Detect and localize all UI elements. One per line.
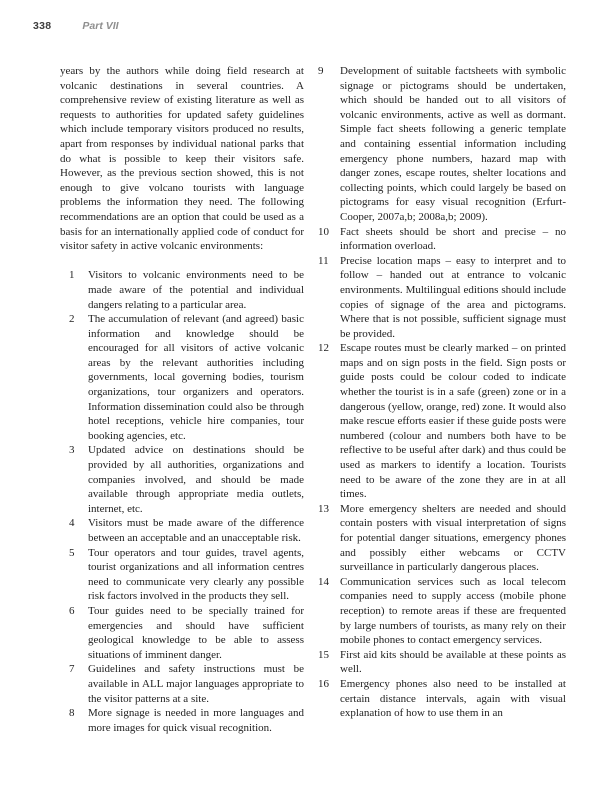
list-item-number: 2 [69,313,75,326]
list-item-text: Visitors to volcanic environments need to be made aware of the potential and individual dangers relating to a particular area. [88,269,304,311]
list-item-text: Visitors must be made aware of the difference between an acceptable and an unacceptable risk. [88,517,304,544]
list-item [318,341,566,502]
list-item-text: Development of suitable factsheets with symbolic signage or pictograms should be undertaken, which should be handed out to all visitors of volcanic environments, active as well as dormant. Simple fact sheets following a generic template and containing essential information including emergency phone numbers, hazard map with danger zones, escape routes, shelter locations and collecting points, which could largely be based on pictograms for easy visual recognition (Erfurt-Cooper, 2007a,b; 2008a,b; 2009). [340,65,566,223]
part-title: Part VII [82,20,119,32]
list-item-number: 6 [69,604,75,617]
list-item-text: Communication services such as local telecom companies need to supply access (mobile phone reception) to remote areas if these are frequented by large numbers of tourists, as many rely on their mobile phones to contact emergency services. [340,575,566,647]
list-item-text: Fact sheets should be short and precise – no information overload. [340,225,566,253]
list-item-text: More signage is needed in more languages and more images for quick visual recognition. [88,707,304,734]
list-item-number: 12 [318,342,329,355]
list-item-number: 9 [318,65,324,77]
list-item-text: The accumulation of relevant (and agreed) basic information and knowledge should be encouraged for all visitors of active volcanic areas by the relevant authorities including governments, local governing bodies, tourism organizations, tour organizers and operators. Information dissemination could also be through hotel receptions, vehicle hire companies, tour booking agencies, etc. [88,313,304,442]
list-item-number: 3 [69,444,75,457]
list-item-number: 1 [69,269,75,282]
list-item [60,268,304,312]
list-item [318,648,566,677]
list-item-number: 8 [69,707,75,720]
list-item [60,604,304,662]
list-item [60,546,304,604]
page-number: 338 [33,20,52,32]
list-item-number: 7 [69,663,75,676]
list-item-text: Emergency phones also need to be installed at certain distance intervals, again with visual explanation of how to use them in an [340,677,566,720]
list-item-text: Precise location maps – easy to interpret and to follow – handed out at entrance to volcanic environments. Multilingual editions should include copies of signage of the area and pictograms. Where that is not possible, sufficient signage must be provided. [340,254,566,340]
intro-paragraph: years by the authors while doing field research at volcanic destinations in several countries. A comprehensive review of existing literature as well as requests to authorities for updated safety guidelines which include temporary visitors produced no results, apart from responses by individual national parks that do what is possible to keep their visitors safe. However, as the previous section showed, this is not enough to give volcano tourists with language problems the information they need. The following recommendations are an option that could be used as a basis for an internationally applied code of conduct for visitor safety in active volcanic environments: [60,65,304,253]
list-item [60,706,304,735]
list-item-number: 15 [318,648,329,661]
list-item-text: More emergency shelters are needed and should contain posters with visual interpretation of signs for potential danger situations, emergency phones and possibly either webcams or CCTV surveillance in particularly dangerous places. [340,502,566,574]
list-item [318,64,566,225]
left-column [60,64,304,735]
list-item-number: 16 [318,677,329,690]
list-item-number: 13 [318,502,329,515]
two-column-body [60,64,566,735]
right-column [318,64,566,735]
recommendations-list-left [60,268,304,735]
list-item-text: Tour guides need to be specially trained for emergencies and should have sufficient geological knowledge to be able to assess situations of imminent danger. [88,604,304,661]
list-item-text: Updated advice on destinations should be provided by all authorities, organizations and companies involved, and should be made available through appropriate media outlets, internet, etc. [88,444,304,515]
list-item-text: Escape routes must be clearly marked – on printed maps and on sign posts in the field. Sign posts or guide posts could be colour coded to indicate whether the tourist is in a safe (green) zone or in a dangerous (yellow, orange, red) zone. It would also make rescue efforts easier if these guide posts were numbered (colour and numbers both have to be reflective to be useful after dark) and thus could be used as markers to identify a location. Tourists need to be aware of the zone they are in at all times. [340,342,566,501]
page-header [33,20,573,32]
list-item [60,516,304,545]
list-item [60,312,304,443]
list-item [318,225,566,254]
list-item [318,677,566,721]
list-item-number: 10 [318,225,329,238]
recommendations-list-right [318,64,566,721]
list-item [318,254,566,342]
list-item [318,502,566,575]
list-item-number: 14 [318,575,329,588]
list-item [60,662,304,706]
list-item [60,443,304,516]
list-item [318,575,566,648]
list-item-number: 11 [318,254,329,267]
list-item-text: Tour operators and tour guides, travel agents, tourist organizations and all information centres need to communicate very clearly any possible risk factors involved in the products they sell. [88,546,304,603]
list-item-text: First aid kits should be available at these points as well. [340,648,566,676]
list-item-number: 5 [69,546,75,559]
list-item-number: 4 [69,517,75,530]
list-item-text: Guidelines and safety instructions must be available in ALL major languages appropriate to the visitor patterns at a site. [88,663,304,705]
